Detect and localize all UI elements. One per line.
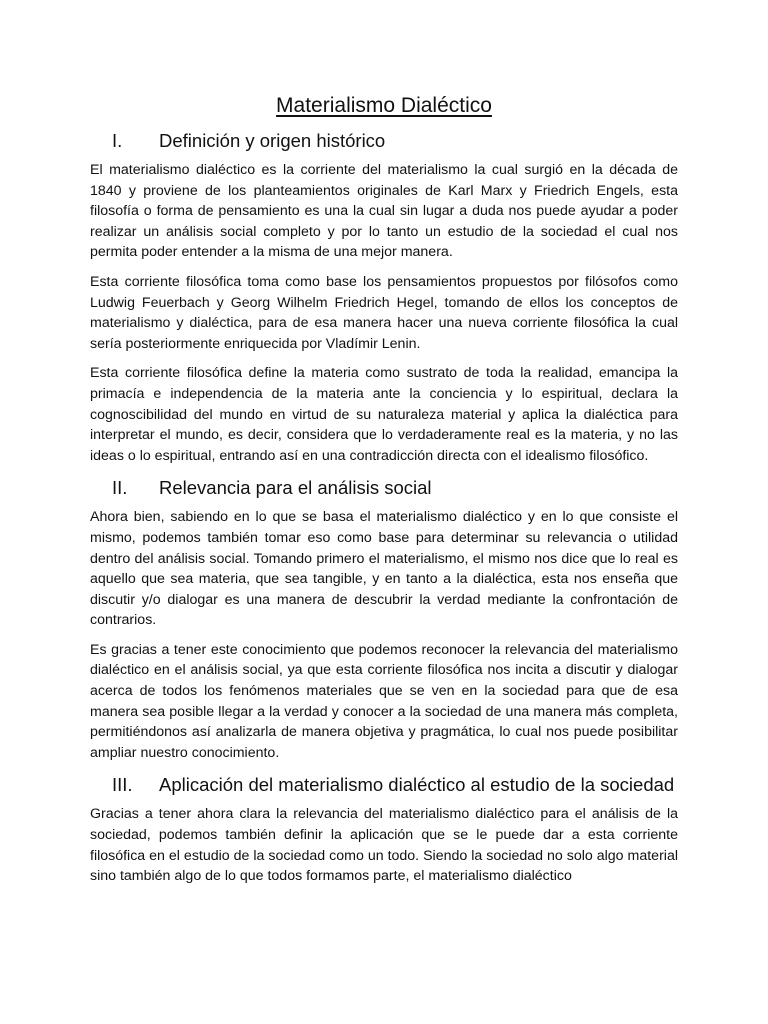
section-number: II.	[112, 477, 128, 499]
section-3	[90, 772, 678, 886]
section-1	[90, 128, 678, 466]
document-page	[90, 92, 678, 896]
paragraph: Esta corriente filosófica define la materia como sustrato de toda la realidad, emancipa la primacía e independencia de la materia ante la conciencia y lo espiritual, declara la cognoscibilidad del mundo en virtud de su naturaleza material y aplica la dialéctica para interpretar el mundo, es decir, considera que lo verdaderamente real es la materia, y no las ideas o lo espiritual, entrando así en una contradicción directa con el idealismo filosófico.	[90, 365, 678, 464]
section-heading	[90, 128, 678, 153]
section-title: Definición y origen histórico	[159, 130, 386, 151]
section-title: Aplicación del materialismo dialéctico al estudio de la sociedad	[159, 774, 675, 796]
section-number: III.	[112, 774, 133, 796]
paragraph: Es gracias a tener este conocimiento que podemos reconocer la relevancia del materialismo dialéctico en el análisis social, ya que esta corriente filosófica nos incita a discutir y dialogar acerca de todos los fenómenos materiales que se ven en la sociedad para que de esa manera sea posible llegar a la verdad y conocer a la sociedad de una manera más completa, permitiéndonos así analizarla de manera objetiva y pragmática, lo cual nos puede posibilitar ampliar nuestro conocimiento.	[90, 641, 678, 761]
paragraph: El materialismo dialéctico es la corriente del materialismo la cual surgió en la década de 1840 y proviene de los planteamientos originales de Karl Marx y Friedrich Engels, esta filosofía o forma de pensamiento es una la cual sin lugar a duda nos puede ayudar a poder realizar un análisis social completo y por lo tanto un estudio de la sociedad el cual nos permita poder entender a la misma de una mejor manera.	[90, 162, 678, 261]
document-title: Materialismo Dialéctico	[276, 94, 492, 117]
section-2	[90, 475, 678, 763]
section-heading	[90, 475, 678, 500]
paragraph: Gracias a tener ahora clara la relevancia del materialismo dialéctico para el análisis de la sociedad, podemos también definir la aplicación que se le puede dar a esta corriente filosófica en el estudio de la sociedad como un todo. Siendo la sociedad no solo algo material sino también algo de lo que todos formamos parte, el materialismo dialéctico	[90, 806, 678, 885]
section-number: I.	[112, 130, 123, 151]
paragraph: Ahora bien, sabiendo en lo que se basa el materialismo dialéctico y en lo que consiste el mismo, podemos también tomar eso como base para determinar su relevancia o utilidad dentro del análisis social. Tomando primero el materialismo, el mismo nos dice que lo real es aquello que sea materia, que sea tangible, y en tanto a la dialéctica, esta nos enseña que discutir y/o dialogar es una manera de descubrir la verdad mediante la confrontación de contrarios.	[90, 509, 678, 629]
section-heading	[90, 772, 678, 797]
section-title: Relevancia para el análisis social	[159, 477, 432, 499]
paragraph: Esta corriente filosófica toma como base los pensamientos propuestos por filósofos como Ludwig Feuerbach y Georg Wilhelm Friedrich Hegel, tomando de ellos los conceptos de materialismo y dialéctica, para de esa manera hacer una nueva corriente filosófica la cual sería posteriormente enriquecida por Vladímir Lenin.	[90, 273, 678, 352]
